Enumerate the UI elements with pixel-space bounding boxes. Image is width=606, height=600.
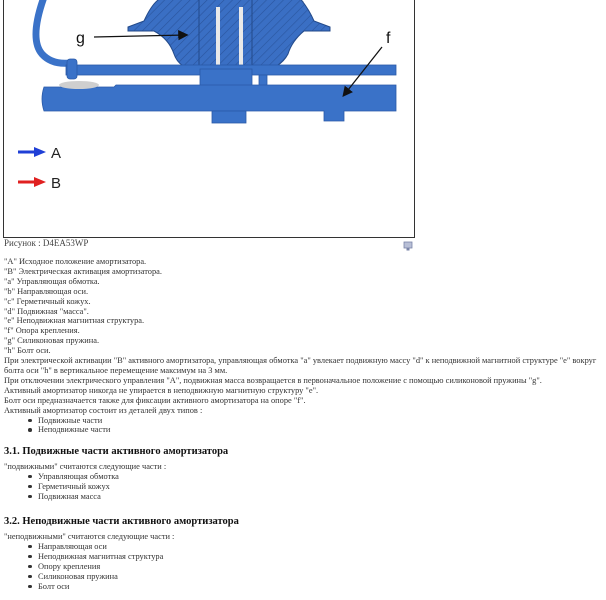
list-item: Неподвижные части <box>28 425 602 435</box>
paragraph: При отключении электрического управления "A", подвижная масса возвращается в первоначальное положение с помощью силиконовой пружины "g". <box>4 375 542 385</box>
section-heading-3-1: 3.1. Подвижные части активного амортизатора <box>4 446 229 457</box>
red-arrow-icon <box>34 177 46 187</box>
list-item: Опору крепления <box>28 562 602 572</box>
definition-item: "g" Силиконовая пружина. <box>4 336 100 346</box>
list-item: Болт оси <box>28 582 602 592</box>
definition-item: "b" Направляющая оси. <box>4 286 89 296</box>
list-item: Направляющая оси <box>28 542 602 552</box>
section-intro: "неподвижными" считаются следующие части : <box>4 532 175 541</box>
list-item: Управляющая обмотка <box>28 472 602 482</box>
definition-item: "d" Подвижная "масса". <box>4 306 89 316</box>
fixed-parts-list <box>4 542 602 592</box>
figure-frame <box>3 0 415 238</box>
section-3-1-body <box>4 462 602 502</box>
section-heading-3-2: 3.2. Неподвижные части активного амортизатора <box>4 516 239 527</box>
definition-item: "B" Электрическая активация амортизатора. <box>4 266 162 276</box>
definition-item: "e" Неподвижная магнитная структура. <box>4 316 145 326</box>
list-item: Подвижная масса <box>28 492 602 502</box>
definition-item: "c" Герметичный кожух. <box>4 296 91 306</box>
list-item: Герметичный кожух <box>28 482 602 492</box>
list-item: Подвижные части <box>28 416 602 426</box>
print-icon[interactable] <box>403 238 413 248</box>
definition-item: "A" Исходное положение амортизатора. <box>4 257 147 266</box>
list-item: Неподвижная магнитная структура <box>28 552 602 562</box>
definitions-block <box>4 257 602 435</box>
definition-item: "f" Опора крепления. <box>4 326 80 336</box>
label-g: g <box>76 30 85 47</box>
svg-text:B: B <box>51 175 62 192</box>
section-intro: "подвижными" считаются следующие части : <box>4 462 167 471</box>
figure-caption: Рисунок : D4EA53WP <box>4 238 89 248</box>
legend-b <box>18 175 61 192</box>
paragraph: Активный амортизатор никогда не упирается в неподвижную магнитную структуру "e". <box>4 385 319 395</box>
blue-arrow-icon <box>34 147 46 157</box>
shock-absorber-diagram <box>4 0 414 237</box>
svg-text:A: A <box>51 145 62 162</box>
paragraph: Болт оси предназначается также для фиксации активного амортизатора на опоре "f". <box>4 395 306 405</box>
list-item: Силиконовая пружина <box>28 572 602 582</box>
legend-a <box>18 145 61 162</box>
definition-item: "a" Управляющая обмотка. <box>4 276 100 286</box>
moving-parts-list <box>4 472 602 502</box>
definition-item: "h" Болт оси. <box>4 346 51 356</box>
paragraph: Активный амортизатор состоит из деталей двух типов : <box>4 405 203 415</box>
section-3-2-body <box>4 532 602 591</box>
label-f: f <box>386 30 391 47</box>
paragraph: При электрической активации "B" активного амортизатора, управляющая обмотка "a" увлекает подвижную массу "d" к неподвижной магнитной структуре "e" вокруг болта оси "h" в вертикальное перемещение максимум на 3 мм. <box>4 356 597 375</box>
types-list <box>4 416 602 436</box>
